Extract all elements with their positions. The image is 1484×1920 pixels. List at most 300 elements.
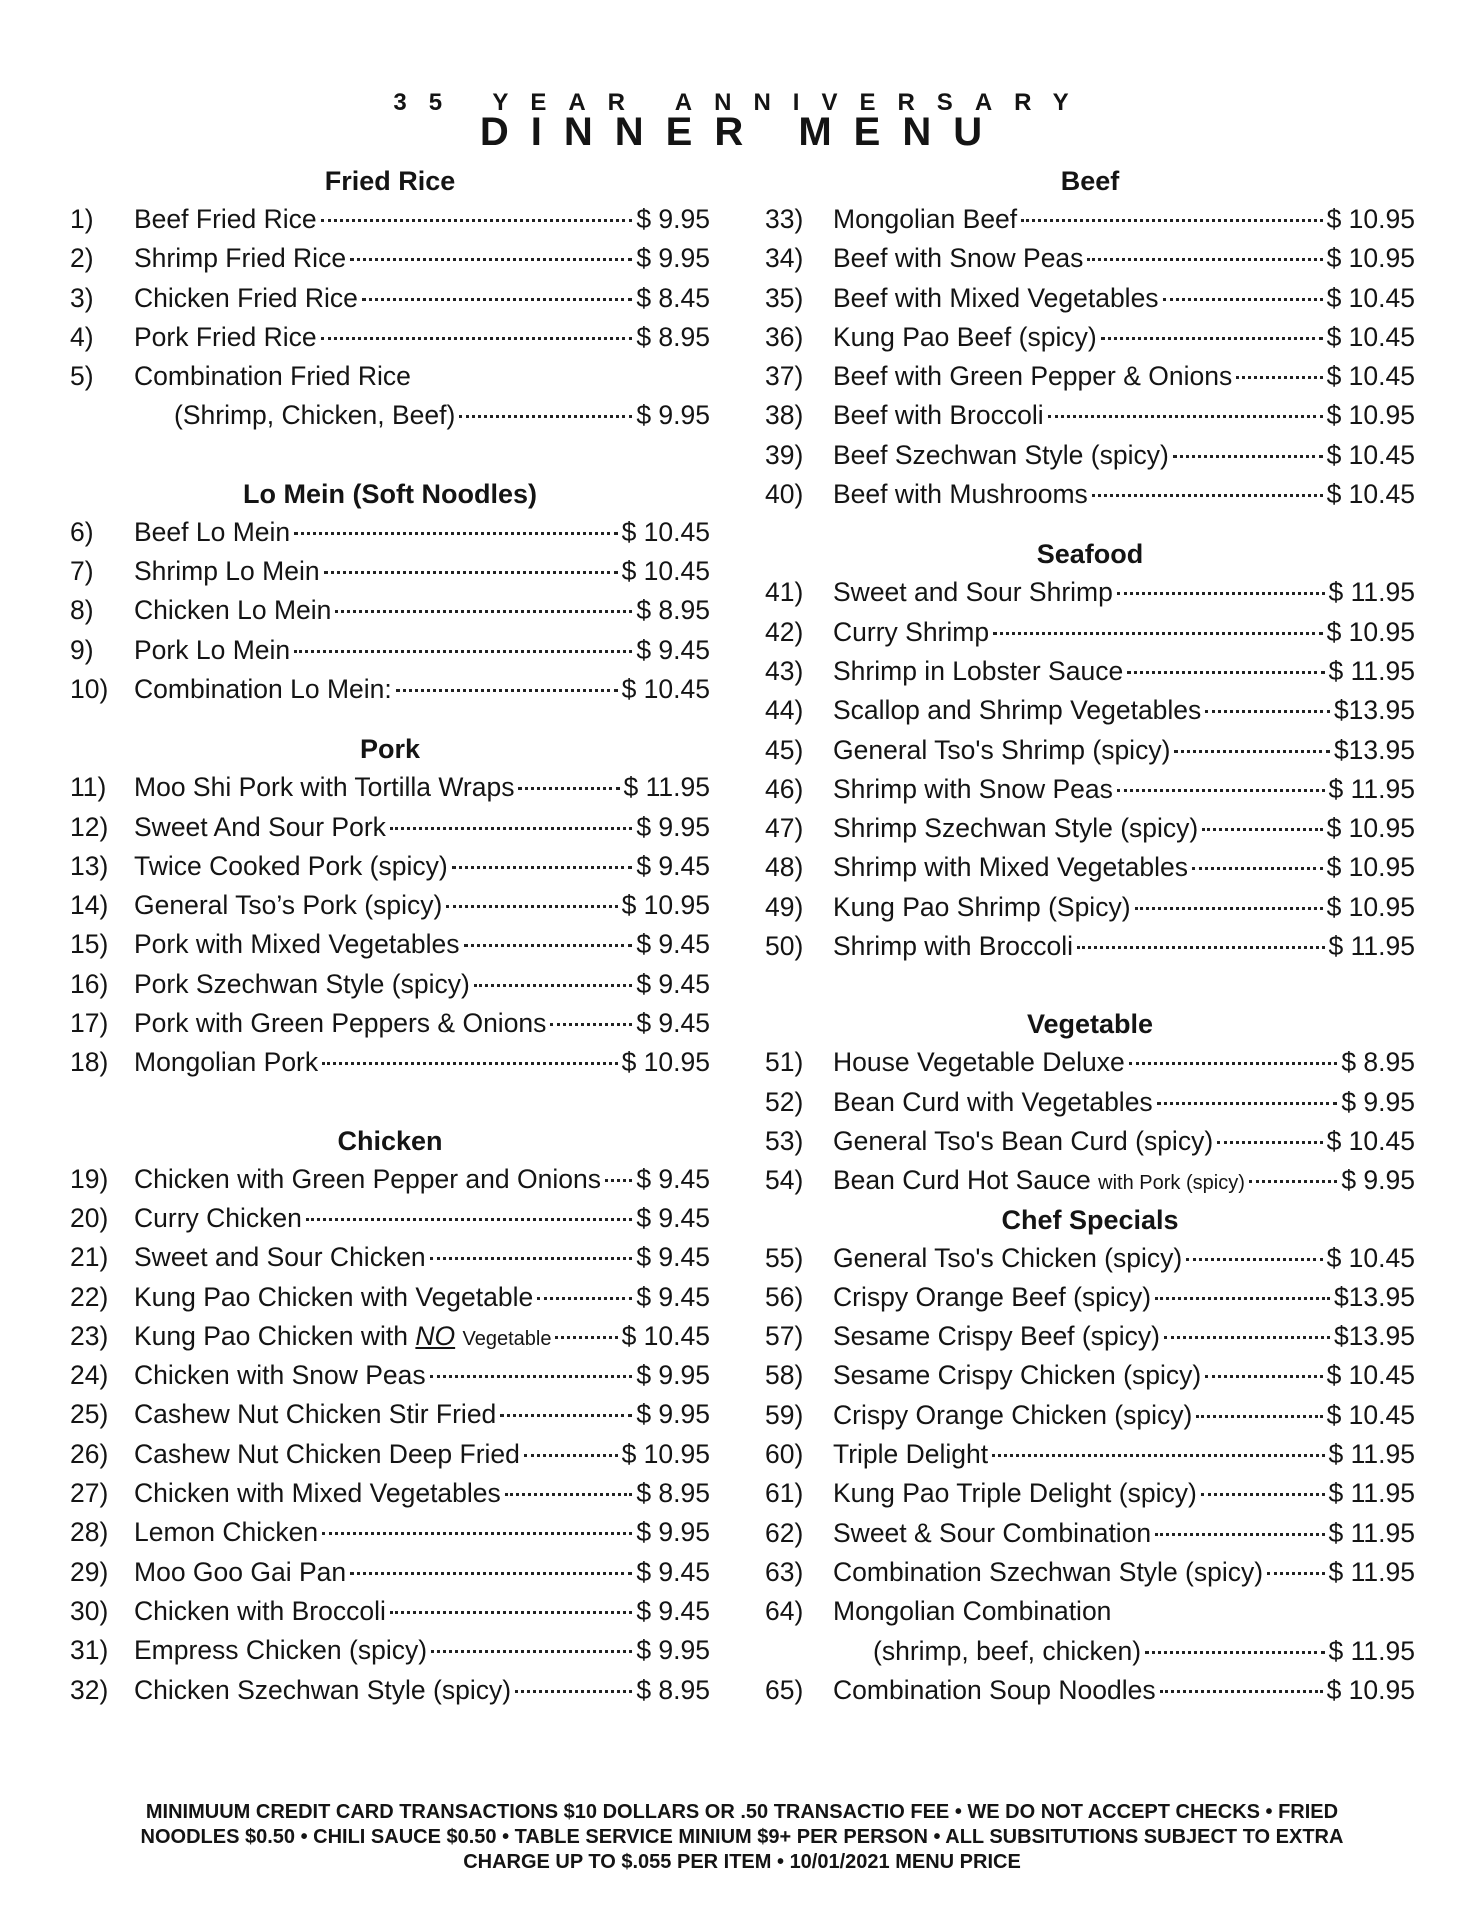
item-name-text: Mongolian Pork <box>134 1047 319 1078</box>
item-name <box>134 1278 533 1317</box>
dot-leader <box>555 1335 617 1339</box>
menu-item <box>765 1671 1415 1710</box>
dot-leader <box>431 1649 632 1653</box>
item-price: $13.95 <box>1333 1281 1415 1312</box>
item-detail: (shrimp, beef, chicken) <box>873 1635 1142 1666</box>
item-name-text: Moo Shi Pork with Tortilla Wraps <box>134 772 515 803</box>
item-name-text: Beef Lo Mein <box>134 516 291 547</box>
item-price: $ 10.95 <box>621 1047 710 1078</box>
section-title: Pork <box>359 734 421 765</box>
item-price: $ 8.95 <box>636 595 710 626</box>
menu-item <box>70 1160 710 1199</box>
item-price: $ 10.95 <box>1326 813 1415 844</box>
menu-item <box>765 770 1415 809</box>
item-name-text: Combination Fried Rice <box>134 361 411 392</box>
item-name-text: Kung Pao Triple Delight (spicy) <box>833 1478 1197 1509</box>
dot-leader <box>322 1061 617 1065</box>
dot-leader <box>1117 591 1325 595</box>
item-name-emphasis: NO <box>415 1320 456 1351</box>
section-lo-mein <box>70 475 710 709</box>
item-name-text: Cashew Nut Chicken Deep Fried <box>134 1438 520 1469</box>
item-price: $ 9.95 <box>1341 1086 1415 1117</box>
item-number: 49) <box>765 891 804 922</box>
menu-item <box>70 1435 710 1474</box>
menu-item <box>70 631 710 670</box>
menu-title: DINNER MENU <box>479 110 1005 154</box>
item-number: 30) <box>70 1595 109 1626</box>
item-name <box>134 965 470 1004</box>
menu-item <box>70 1356 710 1395</box>
dot-leader <box>1077 945 1325 949</box>
item-name <box>134 1317 551 1359</box>
item-price: $ 10.95 <box>1326 243 1415 274</box>
item-price: $ 10.45 <box>1326 1242 1415 1273</box>
menu-item <box>765 888 1415 927</box>
item-price: $ 10.95 <box>1326 400 1415 431</box>
dot-leader <box>362 297 632 301</box>
dot-leader <box>1155 1532 1324 1536</box>
item-price: $ 10.95 <box>1326 204 1415 234</box>
menu-item <box>70 513 710 552</box>
item-name <box>134 1238 426 1277</box>
item-price: $ 9.45 <box>636 1008 710 1039</box>
item-number: 37) <box>765 361 804 392</box>
item-price: $ 8.95 <box>636 321 710 352</box>
item-price: $ 11.95 <box>1328 773 1415 804</box>
menu-item <box>70 1317 710 1356</box>
item-number: 51) <box>765 1047 804 1078</box>
item-name <box>833 1592 1111 1631</box>
item-name-text: Pork Szechwan Style (spicy) <box>134 968 470 999</box>
menu-item <box>765 318 1415 357</box>
menu-item <box>70 768 710 807</box>
item-name-text: Kung Pao Shrimp (Spicy) <box>833 891 1131 922</box>
item-price: $ 9.95 <box>636 204 710 234</box>
item-number: 41) <box>765 577 804 608</box>
item-name <box>134 1160 601 1199</box>
menu-item <box>765 1356 1415 1395</box>
item-name <box>833 1278 1151 1317</box>
footer-line: NOODLES $0.50 • CHILI SAUCE $0.50 • TABLE SERVICE MINIUM $9+ PER PERSON • ALL SUBSITUTIONS SUBJECT TO EXTRA <box>140 1826 1344 1848</box>
item-number: 59) <box>765 1399 804 1430</box>
item-number: 18) <box>70 1047 109 1078</box>
menu-item-detail <box>70 396 710 435</box>
item-price: $13.95 <box>1333 695 1415 726</box>
item-number: 23) <box>70 1320 109 1351</box>
dot-leader <box>1173 454 1323 458</box>
item-name <box>833 1161 1245 1203</box>
item-price: $ 10.45 <box>1326 1360 1415 1391</box>
menu-item <box>765 573 1415 612</box>
dot-leader <box>605 1178 632 1182</box>
item-name <box>134 1043 318 1082</box>
menu-item <box>765 1317 1415 1356</box>
dot-leader <box>396 688 618 692</box>
item-number: 24) <box>70 1360 109 1391</box>
item-name <box>833 1396 1192 1435</box>
item-name <box>833 357 1232 396</box>
item-number: 15) <box>70 929 109 960</box>
dot-leader <box>1174 749 1330 753</box>
dot-leader <box>1092 493 1323 497</box>
item-name <box>134 357 411 396</box>
item-name-text: Sweet & Sour Combination <box>833 1517 1152 1548</box>
menu-item <box>70 1631 710 1670</box>
item-name-text: Combination Soup Noodles <box>833 1674 1156 1705</box>
item-number: 52) <box>765 1086 804 1117</box>
item-name-text: Bean Curd with Vegetables <box>833 1086 1153 1117</box>
menu-item <box>70 965 710 1004</box>
item-price: $ 10.45 <box>1326 1125 1415 1156</box>
footer-notice <box>60 1800 1424 1875</box>
menu-item <box>765 1043 1415 1082</box>
item-name <box>833 1317 1160 1356</box>
item-name-text: Empress Chicken (spicy) <box>134 1635 428 1666</box>
item-number: 25) <box>70 1399 109 1430</box>
dot-leader <box>446 904 617 908</box>
item-name-text: Kung Pao Beef (spicy) <box>833 321 1097 352</box>
item-price: $ 11.95 <box>1328 1478 1415 1509</box>
item-price: $ 10.45 <box>621 556 710 587</box>
item-number: 45) <box>765 734 804 765</box>
dot-leader <box>390 1610 632 1614</box>
menu-item <box>70 1238 710 1277</box>
item-name-text: Shrimp with Mixed Vegetables <box>833 852 1188 883</box>
item-price: $ 9.95 <box>1341 1165 1415 1196</box>
dot-leader <box>335 609 632 613</box>
item-name <box>833 1122 1213 1161</box>
item-name-text: Beef with Mixed Vegetables <box>833 282 1159 313</box>
left-column <box>70 162 710 1710</box>
item-name-text: Pork with Mixed Vegetables <box>134 929 460 960</box>
menu-item <box>70 1199 710 1238</box>
menu-item <box>70 591 710 630</box>
item-name-text: Kung Pao Chicken with Vegetable <box>134 1281 534 1312</box>
menu-item <box>765 1553 1415 1592</box>
item-name-text: Sesame Crispy Chicken (spicy) <box>833 1360 1202 1391</box>
menu-item <box>70 279 710 318</box>
menu-item <box>765 927 1415 966</box>
item-number: 47) <box>765 813 804 844</box>
item-name-text: Shrimp Lo Mein <box>134 556 320 587</box>
footer-line: MINIMUUM CREDIT CARD TRANSACTIONS $10 DOLLARS OR .50 TRANSACTIO FEE • WE DO NOT ACCEPT CHECKS • FRIED <box>145 1801 1339 1823</box>
item-price: $ 10.45 <box>1326 1399 1415 1430</box>
menu-item <box>70 1474 710 1513</box>
item-name-text: Sweet And Sour Pork <box>134 811 386 842</box>
section-title: Chef Specials <box>1001 1204 1179 1235</box>
item-price: $ 10.95 <box>1326 616 1415 647</box>
menu-item <box>70 808 710 847</box>
menu-item <box>765 357 1415 396</box>
item-name <box>134 318 317 357</box>
item-name-text: Sweet and Sour Shrimp <box>833 577 1113 608</box>
item-price: $ 11.95 <box>1328 577 1415 608</box>
item-name <box>134 1435 520 1474</box>
item-price: $ 10.45 <box>1326 321 1415 352</box>
item-price: $ 8.95 <box>636 1478 710 1509</box>
item-price: $ 9.95 <box>636 1635 710 1666</box>
dot-leader <box>321 336 633 340</box>
item-price: $ 9.45 <box>636 1242 710 1273</box>
item-name <box>134 808 386 847</box>
item-name-text: Shrimp Fried Rice <box>134 243 347 274</box>
menu-item <box>70 1278 710 1317</box>
menu-item <box>70 1671 710 1710</box>
item-price: $ 9.45 <box>636 850 710 881</box>
dot-leader <box>500 1413 632 1417</box>
item-name <box>833 613 989 652</box>
item-number: 20) <box>70 1202 109 1233</box>
item-price: $ 8.95 <box>1341 1047 1415 1078</box>
item-price: $ 11.95 <box>1328 1439 1415 1470</box>
item-name <box>833 927 1073 966</box>
item-number: 3) <box>70 282 94 313</box>
menu-item <box>765 691 1415 730</box>
item-name-text: Mongolian Beef <box>833 204 1018 234</box>
dot-leader <box>1021 218 1322 222</box>
menu-item <box>765 848 1415 887</box>
item-number: 34) <box>765 243 804 274</box>
item-name <box>134 1553 346 1592</box>
item-name-text: Curry Shrimp <box>833 616 990 647</box>
item-number: 55) <box>765 1242 804 1273</box>
item-name <box>833 848 1188 887</box>
item-number: 17) <box>70 1008 109 1039</box>
item-name <box>833 731 1170 770</box>
dot-leader <box>322 1531 632 1535</box>
item-name-text: Sweet and Sour Chicken <box>134 1242 426 1273</box>
item-name <box>833 436 1169 475</box>
item-name-text: Beef with Mushrooms <box>833 479 1088 510</box>
menu-item <box>765 475 1415 514</box>
dot-leader <box>1129 1061 1338 1065</box>
dot-leader <box>1135 906 1323 910</box>
item-number: 4) <box>70 321 94 352</box>
item-name <box>833 239 1083 278</box>
item-name-text: Pork Fried Rice <box>134 321 317 352</box>
item-name <box>833 1514 1151 1553</box>
item-name <box>833 1356 1201 1395</box>
item-price: $ 10.45 <box>621 1320 710 1351</box>
item-name <box>134 279 358 318</box>
section-title: Fried Rice <box>324 166 456 196</box>
item-name-text: Pork Lo Mein <box>134 634 291 665</box>
menu-item <box>70 1043 710 1082</box>
item-price: $ 10.45 <box>1326 282 1415 313</box>
dot-leader <box>1192 866 1323 870</box>
item-price: $ 10.45 <box>1326 439 1415 470</box>
item-price: $ 8.45 <box>636 282 710 313</box>
item-number: 43) <box>765 655 804 686</box>
menu-item <box>70 239 710 278</box>
dot-leader <box>518 786 619 790</box>
item-price: $ 9.95 <box>636 400 710 431</box>
item-name-text: Chicken with Snow Peas <box>134 1360 426 1391</box>
item-price: $ 11.95 <box>1328 1556 1415 1587</box>
dot-leader <box>1186 1257 1322 1261</box>
item-name-text: Shrimp with Snow Peas <box>833 773 1113 804</box>
item-name-text: Triple Delight <box>833 1439 989 1470</box>
item-number: 54) <box>765 1165 804 1196</box>
item-price: $ 10.45 <box>621 516 710 547</box>
item-name <box>833 652 1123 691</box>
anniversary-subtitle: 35 YEAR ANNIVERSARY <box>393 89 1091 116</box>
menu-item <box>765 1592 1415 1631</box>
item-name <box>134 1356 426 1395</box>
section-fried-rice <box>70 162 710 436</box>
item-name <box>833 1435 988 1474</box>
item-name-text: Beef with Broccoli <box>833 400 1044 431</box>
menu-item <box>70 318 710 357</box>
item-name <box>134 670 392 709</box>
item-name-text: Beef with Green Pepper & Onions <box>833 361 1233 392</box>
dot-leader <box>505 1492 633 1496</box>
item-number: 42) <box>765 616 804 647</box>
item-name <box>134 239 346 278</box>
dot-leader <box>1249 1179 1337 1183</box>
menu-item <box>765 200 1415 239</box>
item-name-text: General Tso’s Pork (spicy) <box>134 890 443 921</box>
item-name-text: Beef Fried Rice <box>134 204 317 234</box>
item-number: 32) <box>70 1674 109 1705</box>
item-number: 6) <box>70 516 94 547</box>
item-price: $ 10.45 <box>621 673 710 704</box>
item-name <box>833 809 1198 848</box>
section-pork <box>70 730 710 1082</box>
item-name <box>134 1671 511 1710</box>
item-price: $ 9.95 <box>636 243 710 274</box>
item-name-text: Combination Szechwan Style (spicy) <box>833 1556 1264 1587</box>
item-name <box>134 1513 318 1552</box>
section-title: Beef <box>1060 166 1120 196</box>
item-detail: (Shrimp, Chicken, Beef) <box>174 400 456 431</box>
item-name <box>833 475 1088 514</box>
menu-item <box>70 1553 710 1592</box>
menu-item <box>765 1239 1415 1278</box>
item-name-note: Vegetable <box>462 1327 552 1350</box>
menu-header <box>0 90 1484 152</box>
section-title: Chicken <box>337 1125 443 1156</box>
item-name-text: Lemon Chicken <box>134 1517 319 1548</box>
item-name-text: Chicken Szechwan Style (spicy) <box>134 1674 512 1705</box>
menu-item <box>70 1395 710 1434</box>
item-number: 7) <box>70 556 94 587</box>
item-price: $ 11.95 <box>1328 931 1415 962</box>
item-number: 26) <box>70 1438 109 1469</box>
item-name-text: Shrimp in Lobster Sauce <box>833 655 1124 686</box>
item-name <box>134 591 331 630</box>
menu-item <box>70 552 710 591</box>
item-name-text: Crispy Orange Chicken (spicy) <box>833 1399 1193 1430</box>
item-number: 13) <box>70 850 109 881</box>
item-price: $ 9.45 <box>636 634 710 665</box>
item-price: $ 10.45 <box>1326 361 1415 392</box>
item-name <box>134 1592 386 1631</box>
section-seafood <box>765 535 1415 966</box>
item-price: $ 10.95 <box>1326 891 1415 922</box>
item-name <box>134 552 320 591</box>
menu-item <box>765 1278 1415 1317</box>
item-number: 31) <box>70 1635 109 1666</box>
item-number: 60) <box>765 1439 804 1470</box>
dot-leader <box>430 1256 633 1260</box>
dot-leader <box>1048 414 1323 418</box>
dot-leader <box>993 631 1323 635</box>
dot-leader <box>537 1296 632 1300</box>
item-name <box>134 768 514 807</box>
item-number: 39) <box>765 439 804 470</box>
menu-item <box>70 1513 710 1552</box>
dot-leader <box>1202 827 1322 831</box>
menu-item <box>70 357 710 396</box>
item-name <box>134 847 448 886</box>
item-name <box>134 1004 546 1043</box>
item-name-text: Chicken with Broccoli <box>134 1595 386 1626</box>
menu-item <box>765 1122 1415 1161</box>
item-name-note: with Pork (spicy) <box>1098 1172 1245 1195</box>
item-price: $ 9.95 <box>636 811 710 842</box>
item-price: $ 9.45 <box>636 1163 710 1194</box>
dot-leader <box>474 983 633 987</box>
item-name-text: Beef with Snow Peas <box>833 243 1084 274</box>
item-number: 44) <box>765 695 804 726</box>
menu-item <box>70 886 710 925</box>
item-price: $ 10.45 <box>1326 479 1415 510</box>
menu-item <box>765 1396 1415 1435</box>
item-name-text: Chicken Lo Mein <box>134 595 332 626</box>
dot-leader <box>1236 375 1322 379</box>
item-price: $ 11.95 <box>1328 655 1415 686</box>
item-number: 10) <box>70 673 109 704</box>
item-price: $13.95 <box>1333 1321 1415 1352</box>
item-name-text: Scallop and Shrimp Vegetables <box>833 695 1202 726</box>
item-name <box>833 888 1131 927</box>
item-name-text: House Vegetable Deluxe <box>833 1047 1125 1078</box>
menu-item <box>765 731 1415 770</box>
item-number: 1) <box>70 204 94 234</box>
item-name-text: Shrimp with Broccoli <box>833 931 1074 962</box>
dot-leader <box>992 1453 1324 1457</box>
menu-item <box>765 652 1415 691</box>
menu-item <box>765 809 1415 848</box>
item-number: 12) <box>70 811 109 842</box>
dot-leader <box>430 1374 633 1378</box>
item-number: 57) <box>765 1321 804 1352</box>
dot-leader <box>515 1689 632 1693</box>
dot-leader <box>1205 1374 1322 1378</box>
menu-item <box>765 279 1415 318</box>
item-price: $ 9.95 <box>636 1360 710 1391</box>
item-number: 29) <box>70 1556 109 1587</box>
section-title: Seafood <box>1036 539 1144 570</box>
item-number: 36) <box>765 321 804 352</box>
item-name-text: Crispy Orange Beef (spicy) <box>833 1281 1152 1312</box>
menu-item <box>765 1161 1415 1200</box>
item-name <box>833 691 1201 730</box>
section-chef-specials <box>765 1201 1415 1711</box>
item-name-text: Combination Lo Mein: <box>134 673 392 704</box>
item-number: 2) <box>70 243 94 274</box>
item-name-text: Twice Cooked Pork (spicy) <box>134 850 448 881</box>
item-number: 62) <box>765 1517 804 1548</box>
item-number: 40) <box>765 479 804 510</box>
dot-leader <box>1160 1689 1323 1693</box>
menu-item <box>70 847 710 886</box>
item-name-text: Shrimp Szechwan Style (spicy) <box>833 813 1199 844</box>
item-price: $ 9.45 <box>636 968 710 999</box>
item-price: $ 10.95 <box>621 890 710 921</box>
menu-price-date: 10/01/2021 MENU PRICE <box>789 1851 1021 1873</box>
